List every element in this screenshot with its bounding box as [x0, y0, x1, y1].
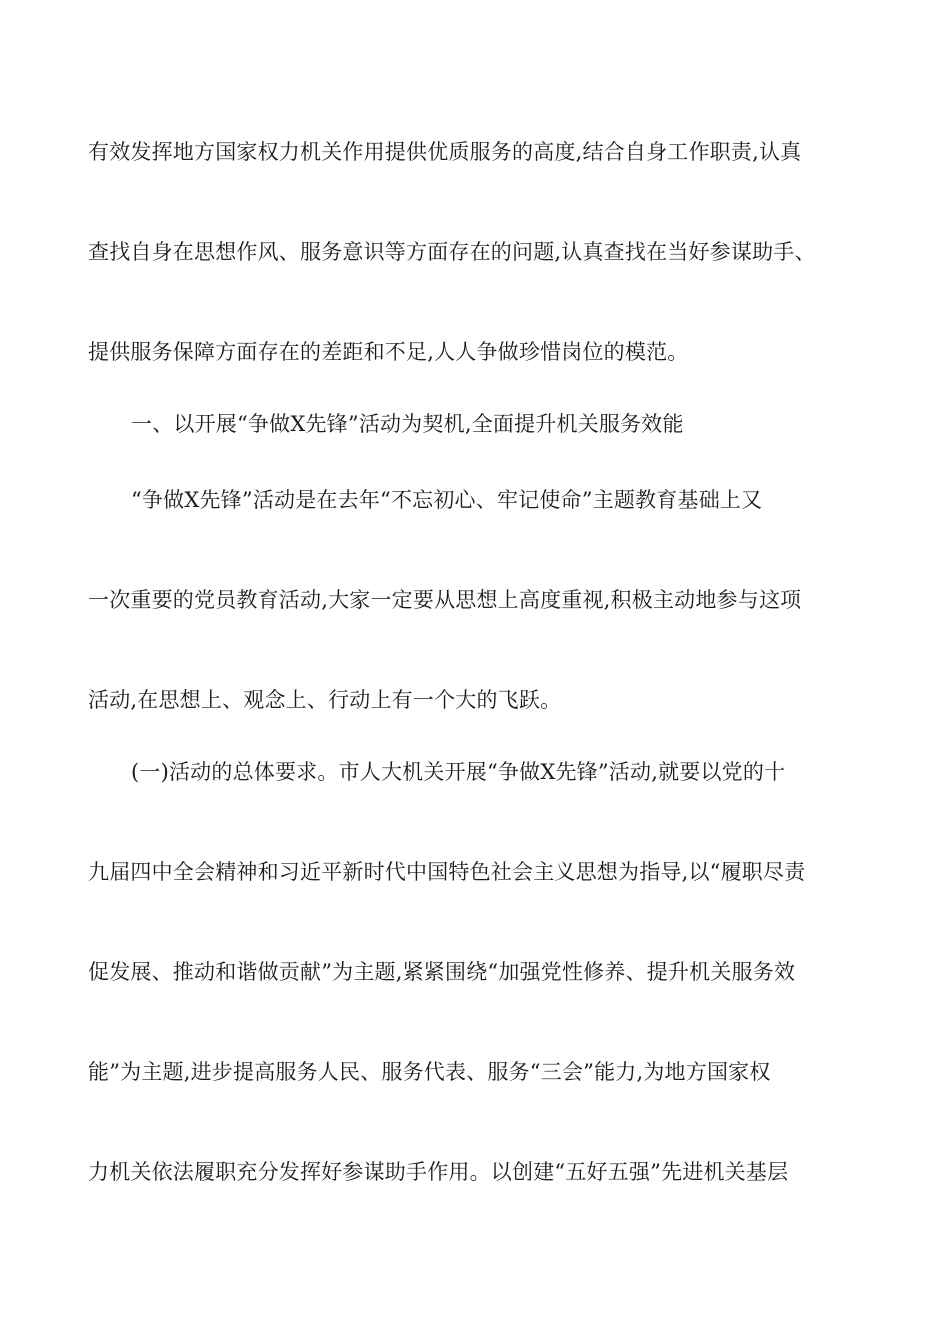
section-heading: 一、以开展“争做X先锋”活动为契机,全面提升机关服务效能 — [131, 412, 684, 436]
paragraph-line: (一)活动的总体要求。市人大机关开展“争做X先锋”活动,就要以党的十 — [131, 760, 786, 784]
paragraph-line: 九届四中全会精神和习近平新时代中国特色社会主义思想为指导,以“履职尽责 — [88, 860, 806, 884]
paragraph-line: 提供服务保障方面存在的差距和不足,人人争做珍惜岗位的模范。 — [88, 340, 689, 364]
paragraph-line: 查找自身在思想作风、服务意识等方面存在的问题,认真查找在当好参谋助手、 — [88, 240, 816, 264]
paragraph-line: 能”为主题,进步提高服务人民、服务代表、服务“三会”能力,为地方国家权 — [88, 1060, 771, 1084]
paragraph-line: 力机关依法履职充分发挥好参谋助手作用。以创建“五好五强”先进机关基层 — [88, 1160, 789, 1184]
paragraph-line: 一次重要的党员教育活动,大家一定要从思想上高度重视,积极主动地参与这项 — [88, 588, 802, 612]
paragraph-line: 有效发挥地方国家权力机关作用提供优质服务的高度,结合自身工作职责,认真 — [88, 140, 802, 164]
paragraph-line: 促发展、推动和谐做贡献”为主题,紧紧围绕“加强党性修养、提升机关服务效 — [88, 960, 796, 984]
paragraph-line: 活动,在思想上、观念上、行动上有一个大的飞跃。 — [88, 688, 562, 712]
paragraph-line: “争做X先锋”活动是在去年“不忘初心、牢记使命”主题教育基础上又 — [131, 488, 763, 512]
